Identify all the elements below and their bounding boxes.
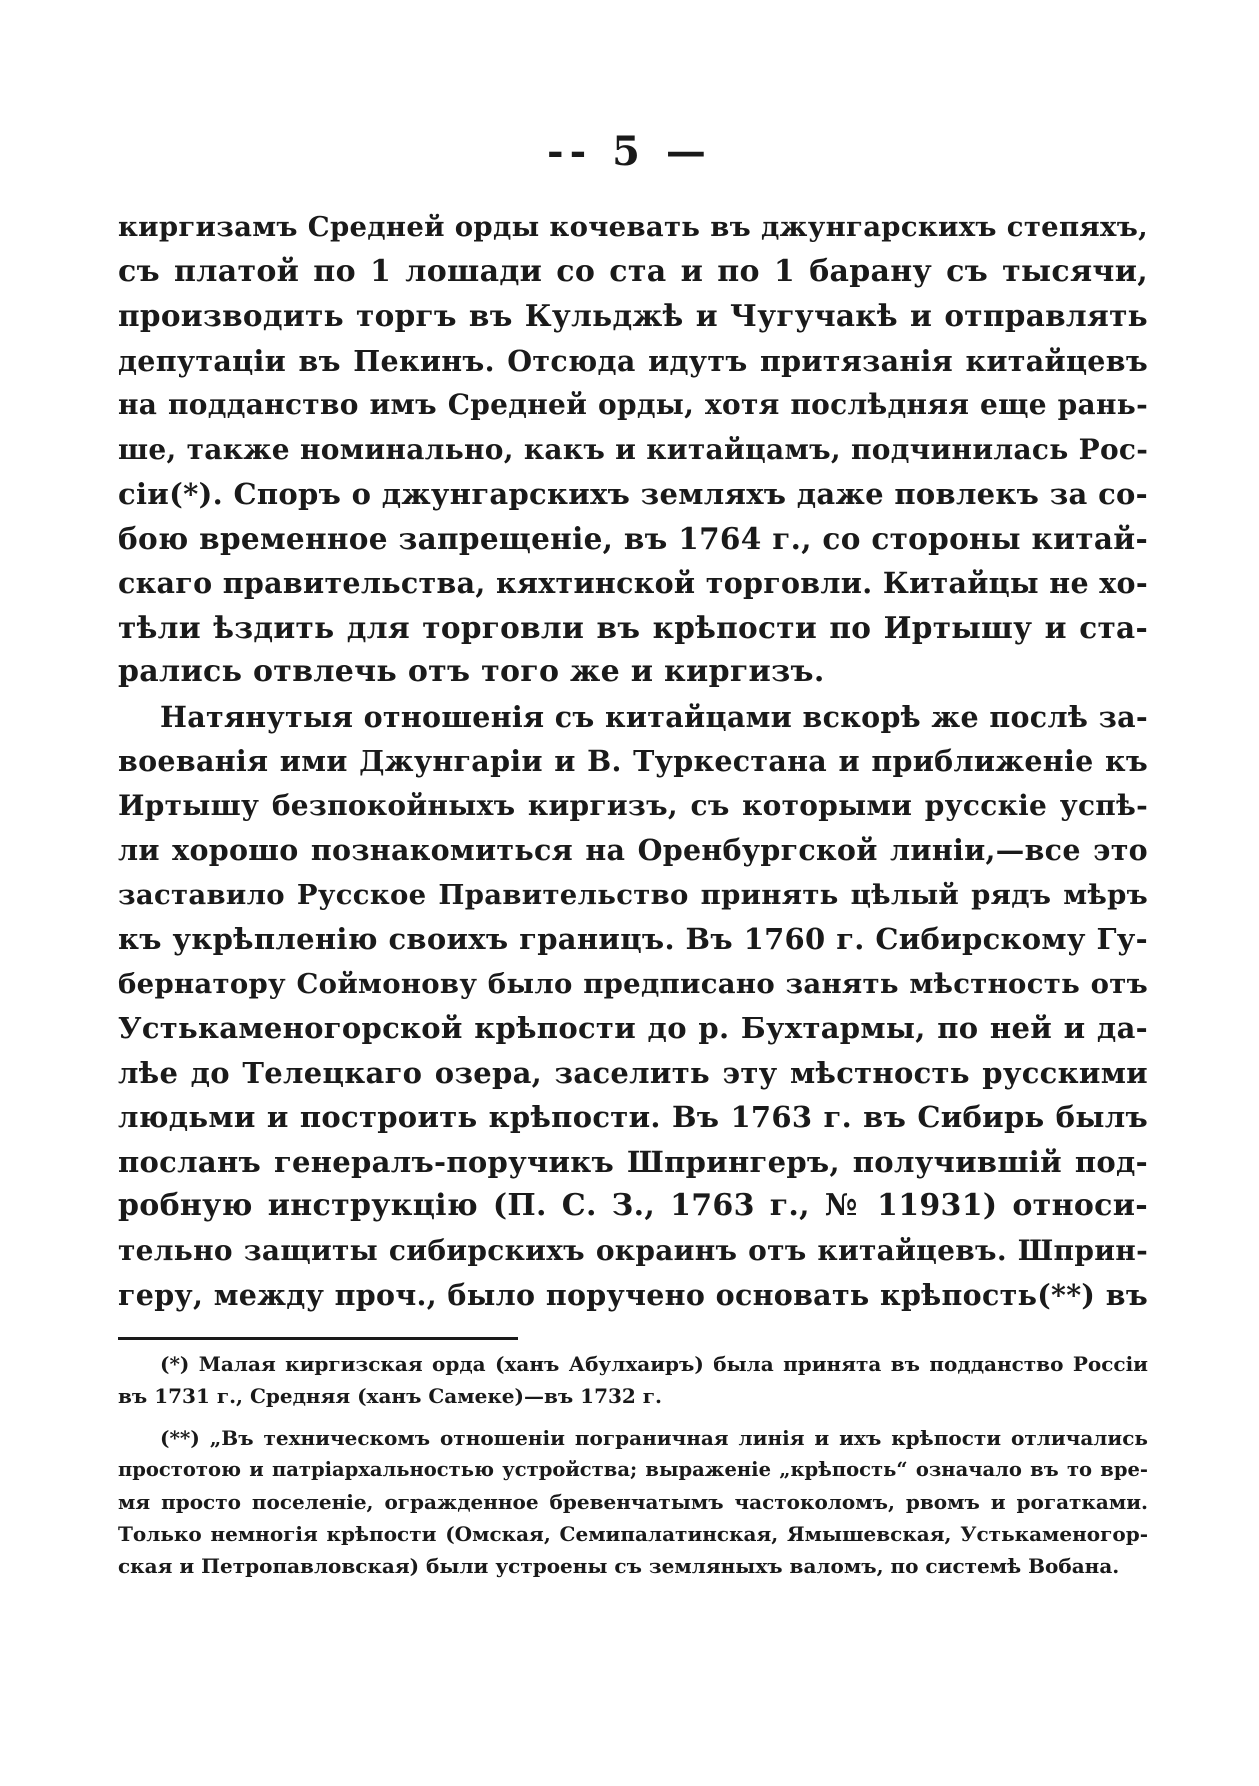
text-line: бою временное запрещеніе, въ 1764 г., со стороны китай-: [118, 520, 1148, 556]
footnote-line: (**) „Въ техническомъ отношеніи пограничная линія и ихъ крѣпости отличались: [160, 1426, 1148, 1450]
footnote-line: въ 1731 г., Средняя (ханъ Самеке)—въ 1732 г.: [118, 1384, 663, 1408]
footnote-line: (*) Малая киргизская орда (ханъ Абулхаиръ) была принята въ подданство Россіи: [160, 1352, 1148, 1376]
footnote-line: мя просто поселеніе, огражденное бревенчатымъ частоколомъ, рвомъ и рогатками.: [118, 1490, 1148, 1514]
paragraph-first-line: Натянутыя отношенія съ китайцами вскорѣ же послѣ за-: [160, 699, 1148, 734]
text-line: робную инструкцію (П. С. З., 1763 г., № 11931) относи-: [118, 1188, 1148, 1223]
text-line: тѣли ѣздить для торговли въ крѣпости по Иртышу и ста-: [118, 609, 1148, 645]
text-line: тельно защиты сибирскихъ окраинъ отъ китайцевъ. Шприн-: [118, 1233, 1148, 1267]
text-line: производить торгъ въ Кульджѣ и Чугучакѣ и отправлять: [118, 298, 1148, 333]
text-line: бернатору Соймонову было предписано занять мѣстность отъ: [118, 967, 1148, 1000]
text-line: съ платой по 1 лошади со ста и по 1 барану съ тысячи,: [118, 253, 1148, 289]
footnote-line: ская и Петропавловская) были устроены съ земляныхъ валомъ, по системѣ Вобана.: [118, 1554, 1120, 1578]
footnotes: [118, 1348, 1148, 1582]
footnote-line: простотою и патріархальностью устройства; выраженіе „крѣпость“ означало въ то вре-: [118, 1458, 1148, 1481]
text-line: на подданство имъ Средней орды, хотя послѣдняя еще рань-: [118, 388, 1148, 421]
text-line: сіи(*). Споръ о джунгарскихъ земляхъ даже повлекъ за со-: [118, 477, 1148, 511]
text-line: воеванія ими Джунгаріи и В. Туркестана и приближеніе къ: [118, 744, 1148, 778]
text-line: киргизамъ Средней орды кочевать въ джунгарскихъ степяхъ,: [118, 211, 1148, 243]
text-line: рались отвлечь отъ того же и киргизъ.: [118, 654, 825, 689]
footnote-gap: [118, 1412, 1148, 1422]
text-line: къ укрѣпленію своихъ границъ. Въ 1760 г. Сибирскому Гу-: [118, 922, 1148, 956]
text-line: Иртышу безпокойныхъ киргизъ, съ которыми русскіе успѣ-: [118, 788, 1148, 822]
text-line: депутаціи въ Пекинъ. Отсюда идутъ притязанія китайцевъ: [118, 343, 1148, 378]
text-line: ли хорошо познакомиться на Оренбургской линіи,—все это: [118, 833, 1148, 867]
footnote-line: Только немногія крѣпости (Омская, Семипалатинская, Ямышевская, Устькаменогор-: [118, 1522, 1148, 1546]
text-line: ше, также номинально, какъ и китайцамъ, подчинилась Рос-: [118, 432, 1149, 466]
text-line: лѣе до Телецкаго озера, заселить эту мѣстность русскими: [118, 1055, 1148, 1090]
text-line: людьми и построить крѣпости. Въ 1763 г. въ Сибирь былъ: [118, 1100, 1148, 1134]
text-line: Устькаменогорской крѣпости до р. Бухтармы, по ней и да-: [118, 1011, 1148, 1045]
page-number: -- 5 —: [547, 128, 712, 175]
text-line: заставило Русское Правительство принять цѣлый рядъ мѣръ: [118, 878, 1148, 911]
text-line: скаго правительства, кяхтинской торговли. Китайцы не хо-: [118, 566, 1148, 600]
text-line: посланъ генералъ-поручикъ Шпрингеръ, получившій под-: [118, 1144, 1148, 1179]
footnote-divider: [118, 1337, 518, 1340]
body-text: [118, 205, 1148, 1318]
text-line: геру, между проч., было поручено основать крѣпость(**) въ: [118, 1278, 1148, 1312]
